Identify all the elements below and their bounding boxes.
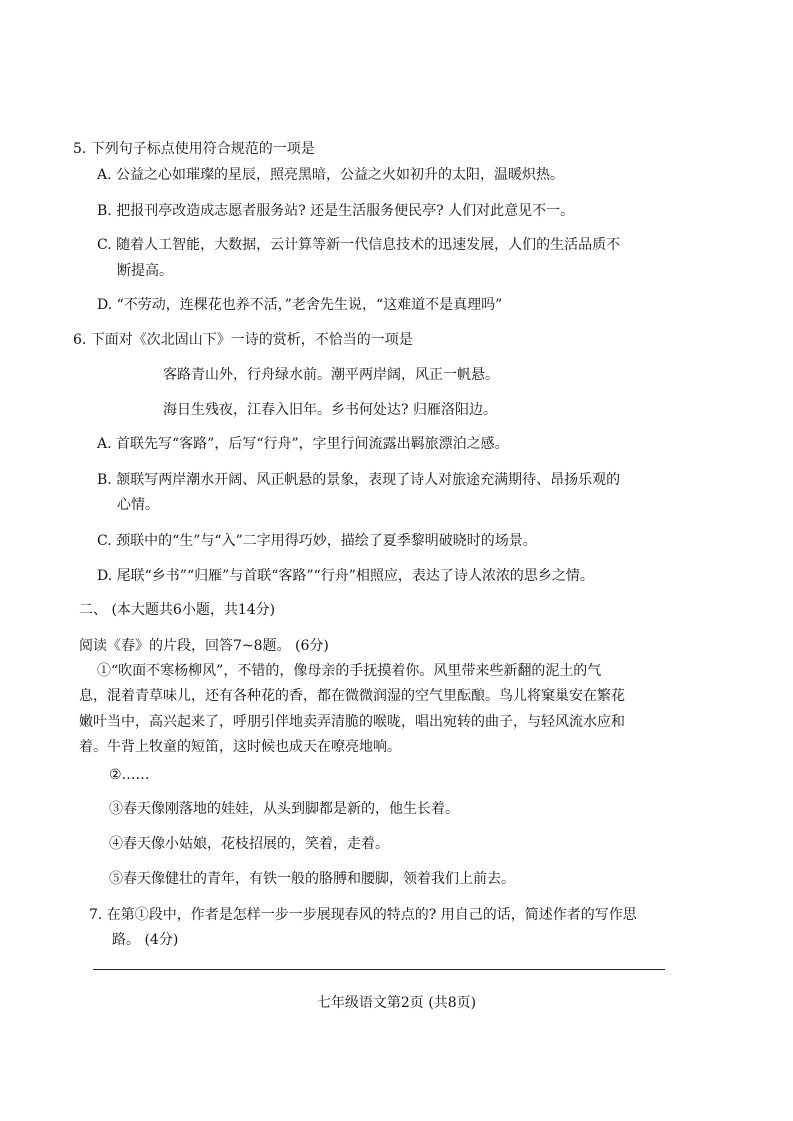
passage-p1-line1: ①“吹面不寒杨柳风”，不错的，像母亲的手抚摸着你。风里带来些新翻的泥土的气 [97, 663, 602, 679]
footer-divider [93, 969, 665, 970]
q6-stem: 6. 下面对《次北固山下》一诗的赏析，不恰当的一项是 [73, 332, 413, 348]
q6-option-b: B. 颔联写两岸潮水开阔、风正帆悬的景象，表现了诗人对旅途充满期待、昂扬乐观的 [97, 472, 621, 488]
reading-instruction: 阅读《春》的片段，回答7~8题。 (6分) [79, 638, 329, 654]
passage-p3: ③春天像刚落地的娃娃，从头到脚都是新的，他生长着。 [109, 801, 459, 817]
page-footer: 七年级语文第2页 (共8页) [316, 995, 477, 1011]
q5-option-d: D. “不劳动，连棵花也养不活，”老舍先生说，“这难道不是真理吗” [97, 297, 503, 313]
q6-option-a: A. 首联先写“客路”，后写“行舟”，字里行间流露出羁旅漂泊之感。 [97, 436, 509, 452]
q5-option-b: B. 把报刊亭改造成志愿者服务站? 还是生活服务便民亭? 人们对此意见不一。 [97, 203, 575, 219]
q7-line-2: 路。 (4分) [112, 932, 179, 948]
q6-option-b-cont: 心情。 [117, 497, 159, 513]
passage-p4: ④春天像小姑娘，花枝招展的，笑着，走着。 [109, 836, 389, 852]
q7-line-1: 7. 在第①段中，作者是怎样一步一步展现春风的特点的? 用自己的话，简述作者的写作思 [89, 907, 637, 923]
poem-line-2: 海日生残夜，江春入旧年。乡书何处达? 归雁洛阳边。 [163, 402, 497, 418]
q5-option-a: A. 公益之心如璀璨的星辰，照亮黑暗，公益之火如初升的太阳，温暖炽热。 [97, 167, 565, 183]
q5-option-c: C. 随着人工智能，大数据，云计算等新一代信息技术的迅速发展，人们的生活品质不 [97, 237, 621, 253]
section-heading: 二、 (本大题共6小题，共14分) [79, 602, 276, 618]
q6-option-c: C. 颈联中的“生”与“入”二字用得巧妙，描绘了夏季黎明破晓时的场景。 [97, 533, 537, 549]
q5-stem: 5. 下列句子标点使用符合规范的一项是 [73, 141, 315, 157]
passage-p5: ⑤春天像健壮的青年，有铁一般的胳膊和腰脚，领着我们上前去。 [109, 871, 515, 887]
passage-p2: ②…… [109, 767, 150, 783]
passage-p1-line2: 息，混着青草味儿，还有各种花的香，都在微微润湿的空气里酝酿。鸟儿将窠巢安在繁花 [79, 688, 625, 704]
q5-option-c-cont: 断提高。 [117, 263, 173, 279]
passage-p1-line3: 嫩叶当中，高兴起来了，呼朋引伴地卖弄清脆的喉咙，唱出宛转的曲子，与轻风流水应和 [79, 714, 625, 730]
passage-p1-line4: 着。牛背上牧童的短笛，这时候也成天在嘹亮地响。 [79, 739, 401, 755]
poem-line-1: 客路青山外，行舟绿水前。潮平两岸阔，风正一帆悬。 [163, 367, 499, 383]
q6-option-d: D. 尾联“乡书”“归雁”与首联“客路”“行舟”相照应，表达了诗人浓浓的思乡之情。 [97, 568, 594, 584]
